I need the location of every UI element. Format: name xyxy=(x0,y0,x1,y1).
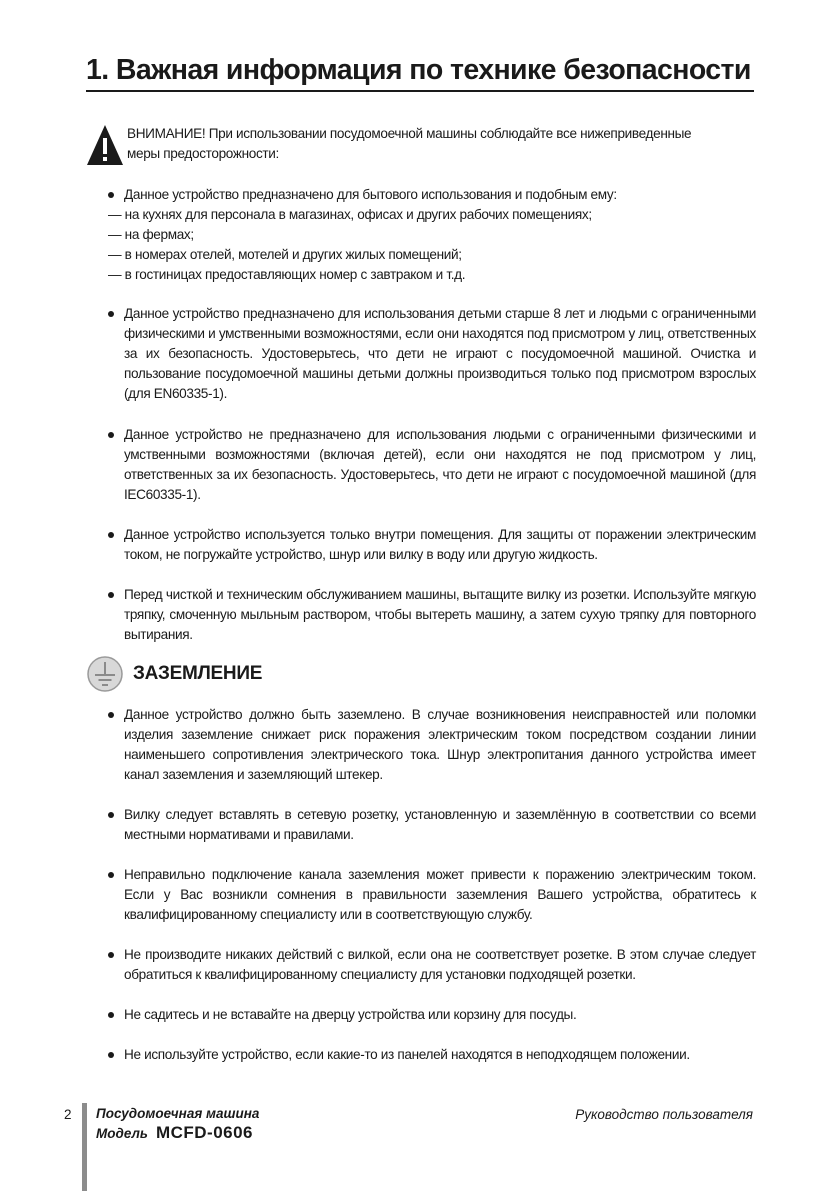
model-code: MCFD-0606 xyxy=(155,1123,254,1142)
grounding-title: ЗАЗЕМЛЕНИЕ xyxy=(133,663,263,684)
bullet-text: Не используйте устройство, если какие-то из панелей находятся в неподходящем положении. xyxy=(108,1045,756,1065)
grounding-header xyxy=(86,655,262,693)
safety-bullet-children xyxy=(108,304,756,404)
bullet-text: Неправильно подключение канала заземления может привести к поражению электрическим током. Если у Вас возникли сомнения в правильности заземления Вашего устройства, обратитесь к квалифицированному специалисту или в соответствующую службу. xyxy=(108,865,756,925)
sub-item: — в номерах отелей, мотелей и других жилых помещений; xyxy=(108,247,462,262)
bullet-text: Вилку следует вставлять в сетевую розетку, установленную и заземлённую в соответствии со всеми местными нормативами и правилами. xyxy=(108,805,756,845)
bullet-text: Данное устройство предназначено для использования детьми старше 8 лет и людьми с ограниченными физическими и умственными возможностями, если они находятся под присмотром у лиц, ответственных за их безопасность. Удостоверьтесь, что дети не играют с посудомоечной машиной. Очистка и пользование посудомоечной машины детьми должны производиться только под присмотром взрослых (для EN60335-1). xyxy=(108,304,756,404)
sub-item: — в гостиницах предоставляющих номер с завтраком и т.д. xyxy=(108,267,466,282)
model-label: Модель xyxy=(96,1126,148,1141)
grounding-bullet xyxy=(108,945,756,985)
page-number: 2 xyxy=(64,1107,72,1122)
grounding-bullet xyxy=(108,1005,756,1025)
bullet-intro: Данное устройство предназначено для бытового использования и подобным ему: xyxy=(108,185,756,205)
grounding-bullet xyxy=(108,705,756,785)
model-line xyxy=(96,1123,259,1143)
safety-bullet-cleaning xyxy=(108,585,756,645)
grounding-bullet xyxy=(108,805,756,845)
bullet-text: Перед чисткой и техническим обслуживанием машины, вытащите вилку из розетки. Используйте мягкую тряпку, смоченную мыльным раствором, чтобы вытереть машину, а затем сухую тряпку для повторного вытирания. xyxy=(108,585,756,645)
grounding-bullet xyxy=(108,865,756,925)
grounding-bullet xyxy=(108,1045,756,1065)
bullet-text: Данное устройство используется только внутри помещения. Для защиты от поражении электрическим током, не погружайте устройство, шнур или вилку в воду или другую жидкость. xyxy=(108,525,756,565)
warning-notice xyxy=(86,124,756,166)
sub-item: — на кухнях для персонала в магазинах, офисах и других рабочих помещениях; xyxy=(108,207,592,222)
warning-text-line: ВНИМАНИЕ! При использовании посудомоечной машины соблюдайте все нижеприведенные xyxy=(127,126,692,141)
page-title: 1. Важная информация по технике безопасности xyxy=(86,52,754,92)
warning-triangle-icon xyxy=(86,124,124,166)
bullet-text: Данное устройство должно быть заземлено. В случае возникновения неисправностей или поломки изделия заземление снижает риск поражения электрическим током посредством создании линии наименьшего сопротивления электрического тока. Шнур электропитания данного устройства имеет канал заземления и заземляющий штекер. xyxy=(108,705,756,785)
warning-text-line: меры предосторожности: xyxy=(127,146,279,161)
document-title: Руководство пользователя xyxy=(575,1107,753,1122)
safety-bullet-indoor xyxy=(108,525,756,565)
safety-bullet-disabilities xyxy=(108,425,756,505)
bullet-text: Не садитесь и не вставайте на дверцу устройства или корзину для посуды. xyxy=(108,1005,756,1025)
ground-symbol-icon xyxy=(86,655,124,693)
bullet-text: Данное устройство не предназначено для использования людьми с ограниченными физическими и умственными возможностями (включая детей), если они находятся не под присмотром у лиц, ответственных за их безопасность. Удостоверьтесь, что дети не играют с посудомоечной машиной (для IEC60335-1). xyxy=(108,425,756,505)
bullet-text: Не производите никаких действий с вилкой, если она не соответствует розетке. В этом случае следует обратиться к квалифицированному специалисту для установки подходящей розетки. xyxy=(108,945,756,985)
footer-divider xyxy=(82,1103,87,1191)
footer-product-info xyxy=(96,1104,259,1143)
warning-text xyxy=(127,124,691,164)
sub-item: — на фермах; xyxy=(108,227,194,242)
safety-bullet-household xyxy=(108,185,756,285)
product-name: Посудомоечная машина xyxy=(96,1106,260,1121)
